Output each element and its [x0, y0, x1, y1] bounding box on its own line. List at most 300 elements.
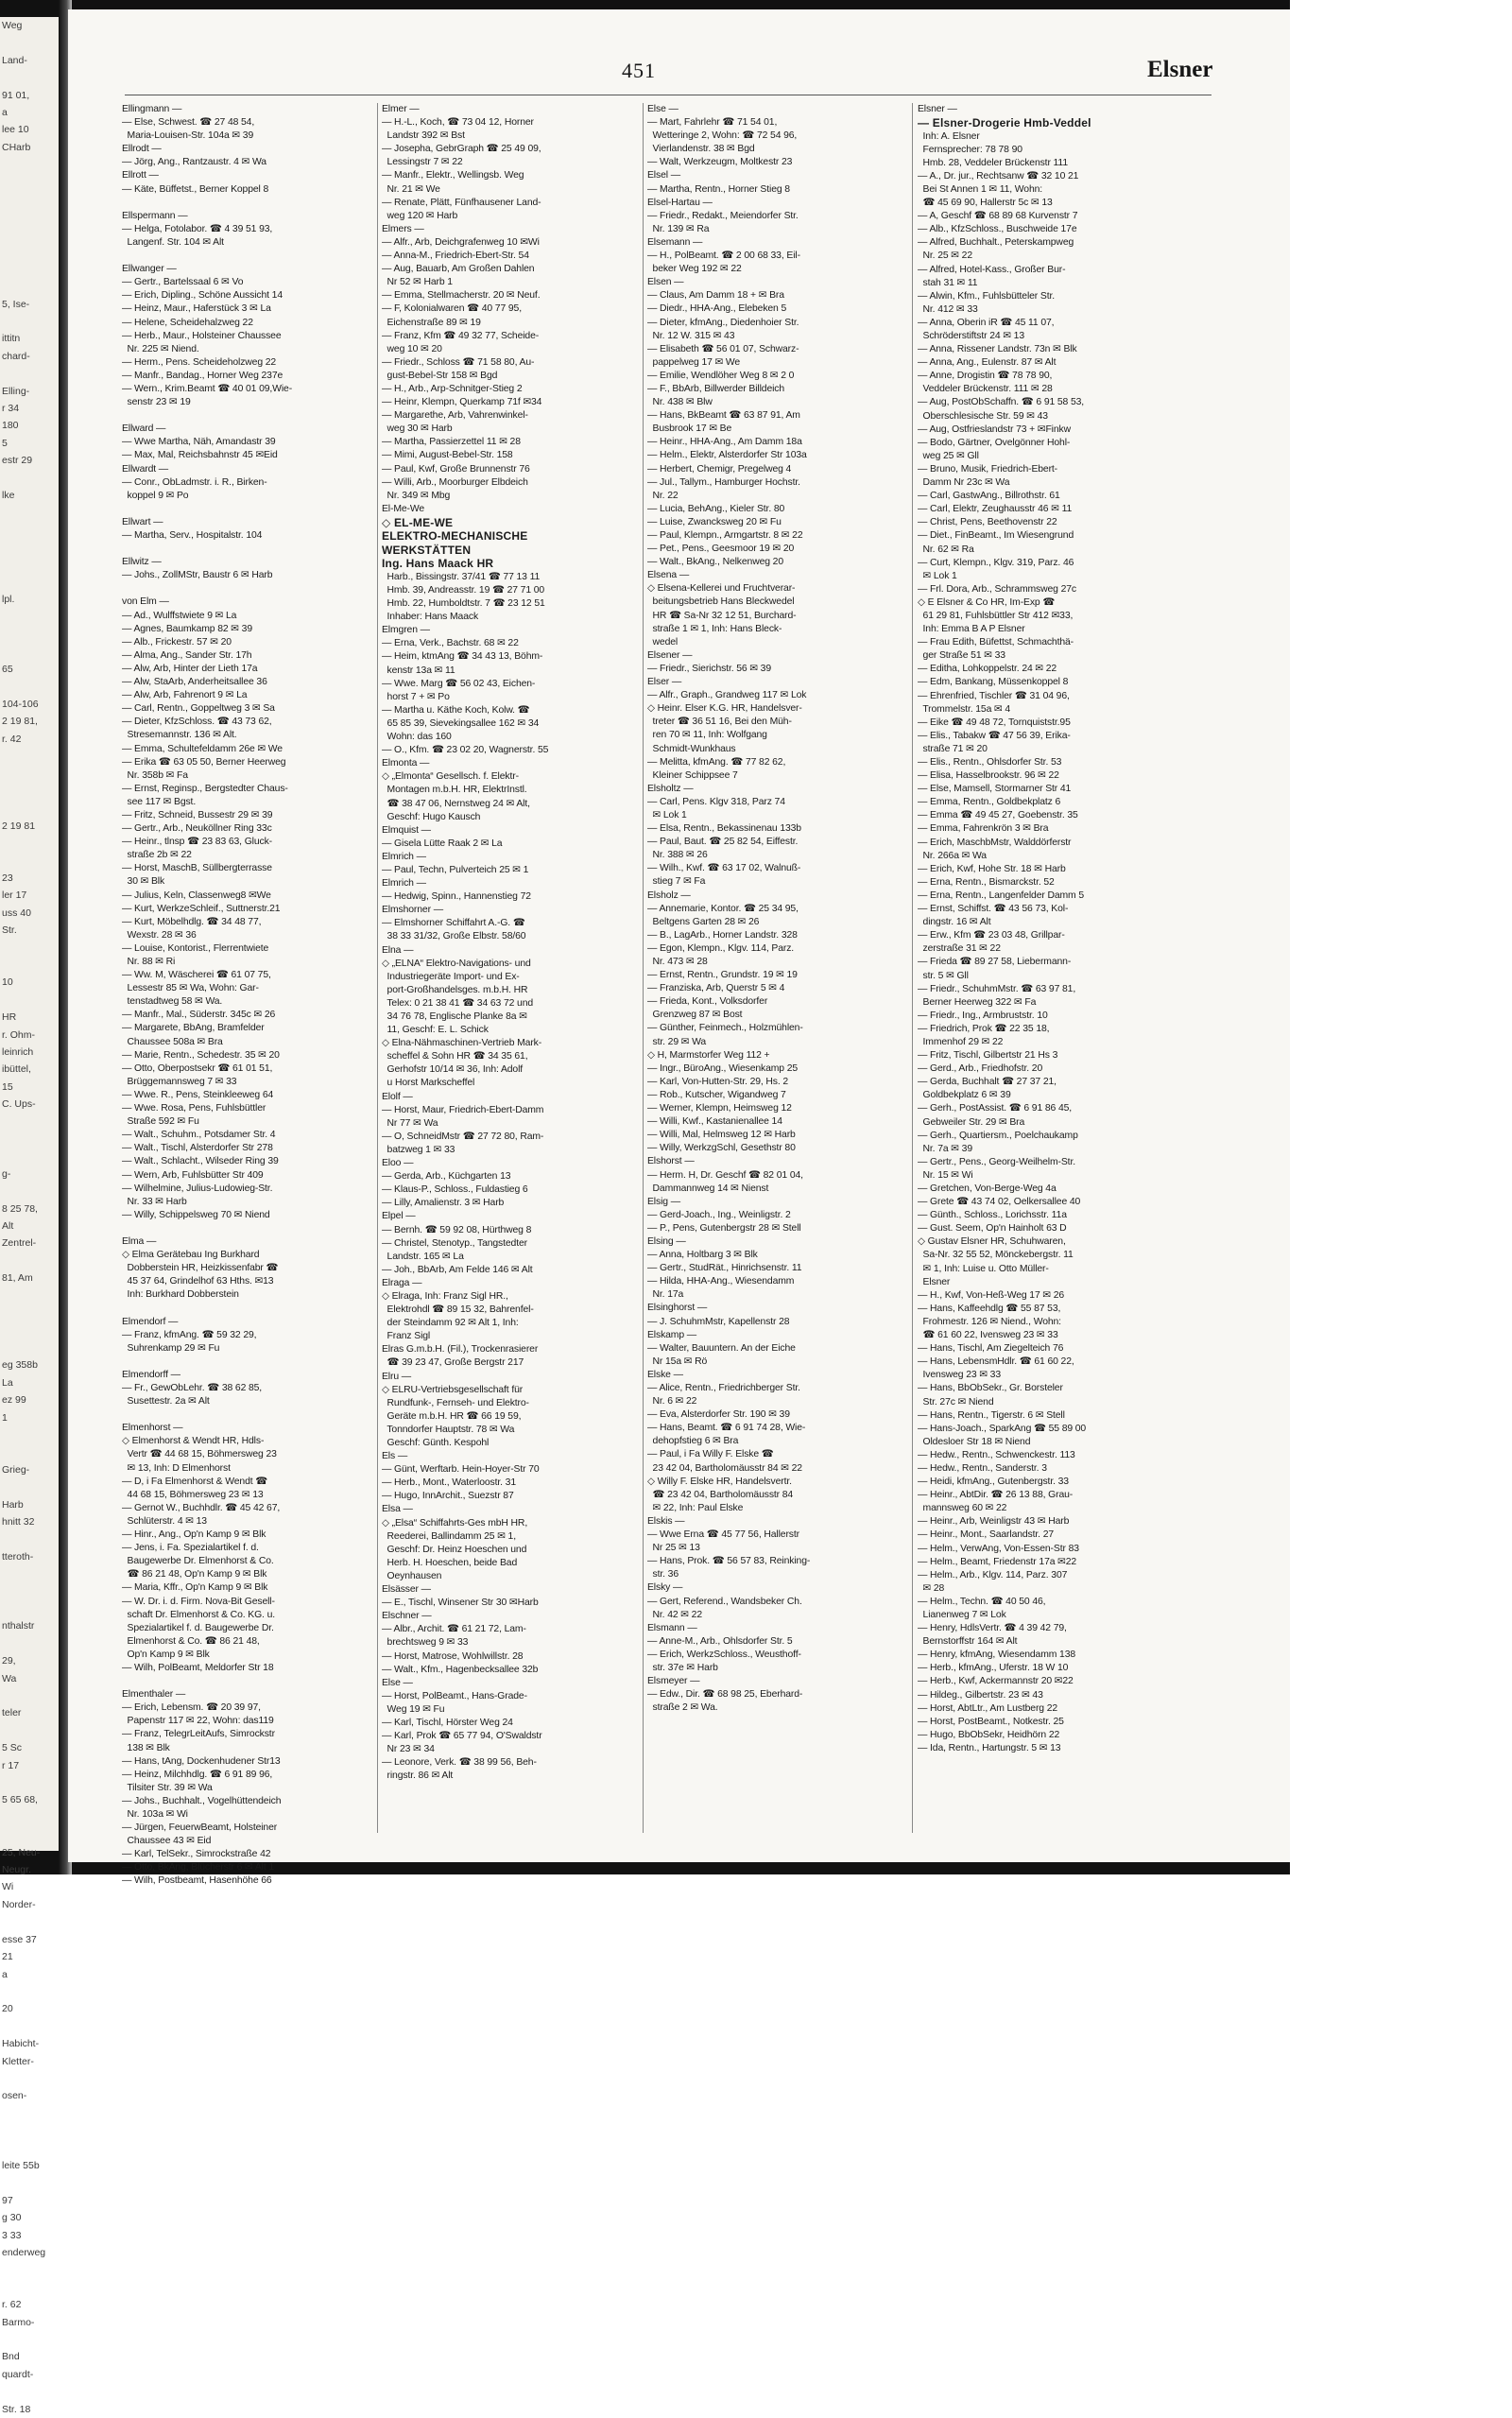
- directory-entry-line: Hmb. 22, Humboldtstr. 7 ☎ 23 12 51: [382, 598, 545, 610]
- directory-entry-line: Elmgren —: [382, 625, 430, 636]
- directory-entry-line: — Paul, Klempn., Armgartstr. 8 ✉ 22: [647, 530, 803, 541]
- directory-entry-line: — H., Kwf, Von-Heß-Weg 17 ✉ 26: [918, 1289, 1065, 1301]
- directory-entry-line: — Ida, Rentn., Hartungstr. 5 ✉ 13: [918, 1742, 1061, 1753]
- directory-entry-line: Harb., Bissingstr. 37/41 ☎ 77 13 11: [382, 571, 541, 582]
- directory-entry-line: Ing. Hans Maack HR: [382, 557, 494, 571]
- directory-entry-line: — Heinr, Klempn, Querkamp 71f ✉34: [382, 397, 542, 408]
- directory-entry-line: — Emma ☎ 49 45 27, Goebenstr. 35: [918, 810, 1078, 821]
- previous-page-text-fragment: Weg: [2, 20, 23, 31]
- directory-entry-line: — Otto, Oberpostsekr ☎ 61 01 51,: [122, 1062, 273, 1074]
- directory-entry-line: Nr 52 ✉ Harb 1: [382, 277, 453, 288]
- directory-entry-line: — Elisabeth ☎ 56 01 07, Schwarz-: [647, 343, 799, 354]
- directory-entry-line: der Steindamm 92 ✉ Alt 1, Inh:: [382, 1318, 519, 1329]
- directory-entry-line: — Bruno, Musik, Friedrich-Ebert-: [918, 463, 1058, 475]
- directory-entry-line: 23 42 04, Bartholomäusstr 84 ✉ 22: [647, 1462, 802, 1474]
- directory-entry-line: — Paul, Baut. ☎ 25 82 54, Eiffestr.: [647, 837, 799, 848]
- directory-entry-line: ☎ 23 42 04, Bartholomäusstr 84: [647, 1489, 794, 1500]
- directory-entry-line: Hmb. 28, Veddeler Brückenstr 111: [918, 157, 1068, 168]
- directory-entry-line: Elshorst —: [647, 1156, 695, 1167]
- previous-page-text-fragment: [0, 1287, 59, 1304]
- directory-entry-line: — Frau Edith, Büfettst, Schmachthä-: [918, 637, 1074, 648]
- directory-entry-line: Nr. 12 W. 315 ✉ 43: [647, 330, 735, 341]
- directory-entry-line: — Henry, HdlsVertr. ☎ 4 39 42 79,: [918, 1623, 1067, 1634]
- directory-entry-line: — Bodo, Gärtner, Ovelgönner Hohl-: [918, 437, 1071, 448]
- directory-entry-line: — E., Tischl, Winsener Str 30 ✉Harb: [382, 1598, 539, 1609]
- previous-page-text-fragment: [0, 1826, 59, 1843]
- directory-entry-line: Ellrodt —: [122, 144, 162, 155]
- directory-entry-line: — Paul, Kwf, Große Brunnenstr 76: [382, 463, 530, 475]
- previous-page-text-fragment: Zentrel-: [2, 1237, 37, 1250]
- previous-page-text-fragment: [0, 765, 59, 782]
- directory-entry-line: Stresemannstr. 136 ✉ Alt.: [122, 730, 237, 741]
- directory-entry-line: beker Weg 192 ✉ 22: [647, 264, 742, 275]
- directory-entry-line: — Erna, Rentn., Bismarckstr. 52: [918, 876, 1055, 888]
- directory-entry-line: Elskis —: [647, 1515, 685, 1527]
- directory-entry-line: — Henry, kfmAng, Wiesendamm 138: [918, 1649, 1076, 1661]
- previous-page-text-fragment: [0, 278, 59, 295]
- column-divider: [912, 103, 913, 1833]
- directory-entry-line: — Rob., Kutscher, Wigandweg 7: [647, 1089, 786, 1100]
- directory-entry-line: — Anne, Drogistin ☎ 78 78 90,: [918, 371, 1053, 382]
- directory-entry-line: Elsmeyer —: [647, 1676, 700, 1687]
- previous-page-text-fragment: [0, 365, 59, 382]
- directory-entry-line: — Gerd., Arb., Friedhofstr. 20: [918, 1063, 1043, 1075]
- directory-entry-line: 44 68 15, Böhmersweg 23 ✉ 13: [122, 1489, 264, 1500]
- previous-page-text-fragment: 104-106: [2, 698, 39, 710]
- previous-page-text-fragment: [0, 1304, 59, 1321]
- previous-page-text-fragment: lpl.: [2, 594, 15, 606]
- previous-page-text-fragment: [0, 34, 59, 51]
- previous-page-text-fragment: teler: [2, 1707, 22, 1719]
- directory-entry-line: — Jens, i. Fa. Spezialartikel f. d.: [122, 1543, 259, 1554]
- directory-entry-line: Berner Heerweg 322 ✉ Fa: [918, 996, 1037, 1008]
- directory-entry-line: scheffel & Sohn HR ☎ 34 35 61,: [382, 1051, 528, 1062]
- previous-page-text-fragment: Land-: [2, 54, 27, 66]
- directory-entry-line: — Willi, Kwf., Kastanienallee 14: [647, 1116, 782, 1128]
- directory-entry-line: see 117 ✉ Bgst.: [122, 796, 197, 807]
- directory-entry-line: ✉ 1, Inh: Luise u. Otto Müller-: [918, 1263, 1049, 1274]
- directory-entry-line: — Manfr., Mal., Süderstr. 345c ✉ 26: [122, 1010, 276, 1021]
- previous-page-text-fragment: 180: [2, 420, 19, 432]
- directory-entry-line: — Jürgen, FeuerwBeamt, Holsteiner: [122, 1822, 278, 1834]
- directory-entry-line: — Helga, Fotolabor. ☎ 4 39 51 93,: [122, 223, 273, 234]
- directory-entry-line: — Gerh., PostAssist. ☎ 6 91 86 45,: [918, 1103, 1073, 1114]
- directory-entry-line: — Hugo, InnArchit., Suezstr 87: [382, 1491, 514, 1502]
- directory-entry-line: Ellwardt —: [122, 463, 169, 475]
- previous-page-text-fragment: [0, 626, 59, 643]
- previous-page-text-fragment: 2 19 81: [2, 820, 36, 832]
- directory-entry-line: — Otto, BkAng, Blücherstr 6 ✉ Alt 1: [122, 1862, 275, 1874]
- directory-entry-line: Elsner: [918, 1276, 951, 1287]
- directory-entry-line: stah 31 ✉ 11: [918, 277, 978, 288]
- directory-entry-line: El-Me-We: [382, 503, 425, 514]
- directory-entry-line: — Wwe. Marg ☎ 56 02 43, Eichen-: [382, 678, 536, 689]
- directory-entry-line: — Martha, Passierzettel 11 ✉ 28: [382, 437, 521, 448]
- directory-entry-line: — Renate, Plätt, Fünfhausener Land-: [382, 197, 541, 208]
- directory-entry-line: — Wern, Arb, Fuhlsbütter Str 409: [122, 1169, 264, 1181]
- directory-entry-line: ✉ Lok 1: [918, 570, 957, 581]
- previous-page-text-fragment: r 34: [2, 402, 20, 414]
- directory-entry-line: — Hans, Rentn., Tigerstr. 6 ✉ Stell: [918, 1409, 1065, 1421]
- directory-entry-line: — Albr., Archit. ☎ 61 21 72, Lam-: [382, 1624, 526, 1635]
- directory-entry-line: Maria-Louisen-Str. 104a ✉ 39: [122, 130, 254, 142]
- previous-page-text-fragment: La: [2, 1376, 13, 1389]
- directory-entry-line: Wohn: das 160: [382, 732, 452, 743]
- directory-entry-line: — Hans, BkBeamt ☎ 63 87 91, Am: [647, 410, 800, 422]
- previous-page-text-fragment: [0, 243, 59, 260]
- directory-entry-line: Beltgens Garten 28 ✉ 26: [647, 916, 760, 927]
- directory-entry-line: — Josepha, GebrGraph ☎ 25 49 09,: [382, 144, 541, 155]
- directory-entry-line: Nr. 33 ✉ Harb: [122, 1196, 187, 1207]
- directory-entry-line: ☎ 45 69 90, Hallerstr 5c ✉ 13: [918, 198, 1053, 209]
- directory-entry-line: Elmer —: [382, 104, 420, 114]
- directory-entry-line: — Walt., Schuhm., Potsdamer Str. 4: [122, 1130, 276, 1141]
- directory-entry-line: — B., LagArb., Horner Landstr. 328: [647, 929, 798, 941]
- previous-page-text-fragment: [0, 2174, 59, 2191]
- directory-entry-line: — Erich, Kwf, Hohe Str. 18 ✉ Harb: [918, 863, 1066, 874]
- directory-entry-line: — Herbert, Chemigr, Pregelweg 4: [647, 463, 792, 475]
- directory-entry-line: Else —: [382, 1677, 413, 1688]
- directory-entry-line: Nr. 388 ✉ 26: [647, 850, 708, 861]
- previous-page-text-fragment: [0, 2018, 59, 2035]
- directory-entry-line: — Hinr., Ang., Op'n Kamp 9 ✉ Blk: [122, 1529, 266, 1541]
- directory-entry-line: weg 120 ✉ Harb: [382, 210, 458, 221]
- previous-page-text-fragment: [0, 574, 59, 591]
- directory-entry-line: Landstr. 165 ✉ La: [382, 1251, 464, 1262]
- directory-entry-line: Ellwart —: [122, 516, 163, 527]
- directory-entry-line: Nr. 7a ✉ 39: [918, 1143, 972, 1154]
- directory-entry-line: — Hans, Kaffeehdlg ☎ 55 87 53,: [918, 1303, 1061, 1314]
- directory-entry-line: [122, 1675, 379, 1688]
- previous-page-text-fragment: [0, 835, 59, 852]
- directory-entry-line: Nr. 473 ✉ 28: [647, 957, 708, 967]
- directory-entry-line: — Friedr., Sierichstr. 56 ✉ 39: [647, 663, 771, 674]
- directory-entry-line: — Louise, Kontorist., Flerrentwiete: [122, 942, 269, 954]
- directory-entry-line: Elsner —: [918, 104, 957, 114]
- directory-entry-line: — Horst, AbtLtr., Am Lustberg 22: [918, 1702, 1058, 1714]
- directory-entry-line: — Dieter, kfmAng., Diedenhoier Str.: [647, 317, 799, 328]
- directory-entry-line: [122, 582, 379, 596]
- directory-entry-line: Elsener —: [647, 649, 693, 661]
- directory-entry-line: Grenzweg 87 ✉ Bost: [647, 1010, 743, 1021]
- directory-entry-line: — Ehrenfried, Tischler ☎ 31 04 96,: [918, 690, 1070, 701]
- directory-entry-line: — Hans-Joach., SparkAng ☎ 55 89 00: [918, 1423, 1087, 1434]
- directory-entry-line: — Emma, Stellmacherstr. 20 ✉ Neuf.: [382, 290, 541, 302]
- previous-page-text-fragment: 1: [2, 1411, 8, 1424]
- directory-entry-line: straße 2b ✉ 22: [122, 850, 192, 861]
- directory-entry-line: — Lucia, BehAng., Kieler Str. 80: [647, 503, 785, 514]
- directory-entry-line: — Franz, TelegrLeitAufs, Simrockstr: [122, 1729, 275, 1740]
- directory-entry-line: — Gerd-Joach., Ing., Weinligstr. 2: [647, 1209, 791, 1220]
- directory-entry-line: Baugewerbe Dr. Elmenhorst & Co.: [122, 1556, 274, 1567]
- directory-entry-line: str. 29 ✉ Wa: [647, 1036, 707, 1047]
- directory-entry-line: — Kurt, WerkzeSchleif., Suttnerstr.21: [122, 903, 281, 914]
- directory-entry-line: Elras G.m.b.H. (Fil.), Trockenrasierer: [382, 1344, 539, 1356]
- directory-entry-line: Nr. 17a: [647, 1289, 684, 1301]
- previous-page-text-fragment: ittitn: [2, 333, 21, 345]
- directory-entry-line: [122, 1356, 379, 1369]
- directory-entry-line: — Helm., Beamt, Friedenstr 17a ✉22: [918, 1556, 1077, 1567]
- previous-page-text-fragment: estr 29: [2, 455, 33, 467]
- directory-entry-line: str. 36: [647, 1569, 679, 1580]
- previous-page-text-fragment: leite 55b: [2, 2159, 40, 2171]
- directory-entry-line: — Walt, Werkzeugm, Moltkestr 23: [647, 157, 793, 168]
- directory-entry-line: — Ernst, Rentn., Grundstr. 19 ✉ 19: [647, 970, 798, 981]
- directory-entry-line: — Alfred, Hotel-Kass., Großer Bur-: [918, 264, 1066, 275]
- directory-entry-line: Immenhof 29 ✉ 22: [918, 1036, 1004, 1047]
- directory-entry-line: — Erich, WerkzSchloss., Weusthoff-: [647, 1649, 801, 1660]
- directory-entry-line: — Alw, StaArb, Anderheitsallee 36: [122, 677, 267, 688]
- directory-entry-line: Schmidt-Wunkhaus: [647, 743, 736, 754]
- directory-page: [68, 9, 1290, 1887]
- previous-page-text-fragment: leinrich: [2, 1045, 34, 1058]
- directory-entry-line: — Margarethe, Arb, Vahrenwinkel-: [382, 410, 528, 422]
- directory-entry-line: Nr. 6 ✉ 22: [647, 1396, 697, 1408]
- previous-page-text-fragment: r 17: [2, 1759, 20, 1771]
- directory-entry-line: — Herb., Mont., Waterloostr. 31: [382, 1477, 516, 1489]
- directory-entry-line: u Horst Markscheffel: [382, 1078, 475, 1089]
- directory-entry-line: Kleiner Schippsee 7: [647, 769, 738, 781]
- directory-entry-line: Ellwitz —: [122, 557, 162, 568]
- directory-entry-line: koppel 9 ✉ Po: [122, 490, 189, 501]
- directory-entry-line: ◇ „ELNA“ Elektro-Navigations- und: [382, 958, 531, 969]
- previous-page-text-fragment: [0, 2122, 59, 2139]
- directory-entry-line: — Friedr., Ing., Armbruststr. 10: [918, 1010, 1048, 1021]
- directory-entry-line: — Hedw., Rentn., Schwenckestr. 113: [918, 1449, 1075, 1460]
- previous-page-text-fragment: [0, 678, 59, 695]
- directory-entry-line: — Marie, Rentn., Schedestr. 35 ✉ 20: [122, 1049, 280, 1061]
- previous-page-text-fragment: ibüttel,: [2, 1063, 31, 1076]
- directory-entry-line: Lianenweg 7 ✉ Lok: [918, 1610, 1006, 1620]
- directory-entry-line: Elma —: [122, 1235, 157, 1247]
- directory-entry-line: ◇ „Elsa“ Schiffahrts-Ges mbH HR,: [382, 1517, 528, 1529]
- directory-entry-line: — Anne-M., Arb., Ohlsdorfer Str. 5: [647, 1635, 793, 1647]
- directory-entry-line: — Elis., Tabakw ☎ 47 56 39, Erika-: [918, 730, 1071, 741]
- directory-entry-line: — Elmshorner Schiffahrt A.-G. ☎: [382, 918, 525, 929]
- previous-page-text-fragment: [0, 1530, 59, 1547]
- directory-entry-line: — A, Geschf ☎ 68 89 68 Kurvenstr 7: [918, 211, 1078, 222]
- directory-entry-line: Geschf: Dr. Heinz Hoeschen und: [382, 1544, 527, 1555]
- previous-page-text-fragment: enderweg: [2, 2247, 46, 2258]
- directory-entry-line: — O., Kfm. ☎ 23 02 20, Wagnerstr. 55: [382, 745, 549, 756]
- directory-entry-line: Oeynhausen: [382, 1570, 442, 1581]
- directory-entry-line: — Martha u. Käthe Koch, Kolw. ☎: [382, 704, 530, 716]
- directory-entry-line: — Helm., VerwAng, Von-Essen-Str 83: [918, 1543, 1079, 1554]
- directory-entry-line: — Helene, Scheidehalzweg 22: [122, 317, 253, 328]
- directory-entry-line: Lessingstr 7 ✉ 22: [382, 157, 463, 168]
- previous-page-text-fragment: [0, 261, 59, 278]
- directory-entry-line: — Franz, kfmAng. ☎ 59 32 29,: [122, 1329, 257, 1340]
- directory-entry-line: — Ww. M, Wäscherei ☎ 61 07 75,: [122, 970, 271, 981]
- directory-entry-line: — Günt, Werftarb. Hein-Hoyer-Str 70: [382, 1464, 540, 1476]
- directory-entry-line: — Gertr., StudRät., Hinrichsenstr. 11: [647, 1263, 802, 1274]
- directory-entry-line: — Egon, Klempn., Klgv. 114, Parz.: [647, 942, 795, 954]
- previous-page-text-fragment: 21: [2, 1951, 13, 1963]
- directory-entry-line: — Pet., Pens., Geesmoor 19 ✉ 20: [647, 544, 795, 555]
- directory-entry-line: — Diedr., HHA-Ang., Elebeken 5: [647, 303, 787, 315]
- directory-entry-line: [122, 409, 379, 423]
- directory-entry-line: — Karl, TelSekr., Simrockstraße 42: [122, 1849, 271, 1860]
- directory-entry-line: — Gertr., Arb., Neuköllner Ring 33c: [122, 823, 272, 835]
- directory-entry-line: — Hilda, HHA-Ang., Wiesendamm: [647, 1276, 795, 1287]
- previous-page-text-fragment: [0, 1565, 59, 1582]
- directory-entry-line: Elskamp —: [647, 1329, 697, 1340]
- directory-entry-line: Inhaber: Hans Maack: [382, 612, 479, 623]
- directory-entry-line: senstr 23 ✉ 19: [122, 397, 191, 408]
- directory-entry-line: — Helm., Techn. ☎ 40 50 46,: [918, 1596, 1046, 1607]
- previous-page-text-fragment: [0, 1252, 59, 1269]
- directory-entry-line: — Gertr., Bartelssaal 6 ✉ Vo: [122, 277, 244, 288]
- directory-entry-line: Chaussee 508a ✉ Bra: [122, 1036, 223, 1047]
- directory-entry-line: — Gernot W., Buchhdlr. ☎ 45 42 67,: [122, 1502, 281, 1513]
- directory-entry-line: weg 10 ✉ 20: [382, 343, 442, 354]
- directory-entry-line: — Karl, Prok ☎ 65 77 94, O'Swaldstr: [382, 1731, 542, 1742]
- previous-page-text-fragment: [0, 1809, 59, 1826]
- directory-entry-line: — Margarete, BbAng, Bramfelder: [122, 1023, 265, 1034]
- directory-entry-line: Tonndorfer Hauptstr. 78 ✉ Wa: [382, 1424, 515, 1435]
- previous-page-text-fragment: C. Ups-: [2, 1098, 36, 1111]
- directory-entry-line: — Willy, WerkzgSchl, Gesethstr 80: [647, 1143, 796, 1154]
- directory-entry-line: — Hans, Prok. ☎ 56 57 83, Reinking-: [647, 1556, 811, 1567]
- directory-entry-line: — Emilie, Wendlöher Weg 8 ✉ 2 0: [647, 370, 795, 381]
- previous-page-text-fragment: lke: [2, 489, 15, 501]
- directory-entry-line: — Paul, Techn, Pulverteich 25 ✉ 1: [382, 864, 529, 875]
- previous-page-text-fragment: [0, 1635, 59, 1652]
- directory-entry-line: — Elis., Rentn., Ohlsdorfer Str. 53: [918, 757, 1062, 768]
- directory-entry-line: kenstr 13a ✉ 11: [382, 665, 455, 676]
- directory-entry-line: str. 5 ✉ Gll: [918, 970, 969, 981]
- directory-entry-line: 45 37 64, Grindelhof 63 Hths. ✉13: [122, 1276, 274, 1287]
- directory-entry-line: Vierlandenstr. 38 ✉ Bgd: [647, 144, 755, 155]
- previous-page-text-fragment: [0, 609, 59, 626]
- previous-page-text-fragment: [0, 226, 59, 243]
- directory-entry-line: Lessestr 85 ✉ Wa, Wohn: Gar-: [122, 983, 259, 994]
- directory-entry-line: — Anna-M., Friedrich-Ebert-Str. 54: [382, 250, 529, 262]
- directory-entry-line: — Heim, ktmAng ☎ 34 43 13, Böhm-: [382, 651, 543, 663]
- directory-entry-line: — Karl, Tischl, Hörster Weg 24: [382, 1717, 513, 1728]
- directory-entry-line: — Wwe Martha, Näh, Amandastr 39: [122, 437, 276, 448]
- directory-entry-line: — Heinz, Milchhdlg. ☎ 6 91 89 96,: [122, 1769, 273, 1780]
- directory-entry-line: Elsig —: [647, 1196, 680, 1207]
- directory-entry-line: — Melitta, kfmAng. ☎ 77 82 62,: [647, 756, 786, 768]
- directory-entry-line: — Ingr., BüroAng., Wiesenkamp 25: [647, 1062, 799, 1074]
- directory-entry-line: — F, Kolonialwaren ☎ 40 77 95,: [382, 303, 522, 315]
- directory-entry-line: — Paul, i Fa Willy F. Elske ☎: [647, 1449, 774, 1460]
- directory-entry-line: — Klaus-P., Schloss., Fuldastieg 6: [382, 1184, 528, 1196]
- directory-entry-line: Elektrohdl ☎ 89 15 32, Bahrenfel-: [382, 1304, 534, 1316]
- directory-entry-line: — Manfr., Elektr., Wellingsb. Weg: [382, 170, 524, 181]
- previous-page-text-fragment: [0, 174, 59, 191]
- directory-entry-line: — Ernst, Schiffst. ☎ 43 56 73, Kol-: [918, 904, 1069, 915]
- directory-entry-line: — Willi, Arb., Moorburger Elbdeich: [382, 476, 528, 488]
- directory-entry-line: — Hans, Tischl, Am Ziegelteich 76: [918, 1343, 1064, 1355]
- previous-page-text-fragment: [0, 470, 59, 487]
- directory-entry-line: — Mimi, August-Bebel-Str. 158: [382, 450, 513, 461]
- previous-page-text-fragment: Kletter-: [2, 2055, 34, 2067]
- directory-entry-line: tenstadtweg 58 ✉ Wa.: [122, 996, 223, 1008]
- directory-entry-line: Eichenstraße 89 ✉ 19: [382, 317, 481, 328]
- previous-page-text-fragment: [0, 557, 59, 574]
- directory-entry-line: Geschf: Günth. Kespohl: [382, 1438, 490, 1448]
- directory-entry-line: Nr. 103a ✉ Wi: [122, 1809, 188, 1820]
- directory-entry-line: Elru —: [382, 1371, 412, 1382]
- directory-entry-line: — Aug, Ostfrieslandstr 73 + ✉Finkw: [918, 423, 1071, 435]
- directory-entry-line: — Emma, Schultefeldamm 26e ✉ We: [122, 743, 283, 754]
- directory-entry-line: — Anna, Oberin iR ☎ 45 11 07,: [918, 317, 1055, 328]
- directory-entry-line: — Alfr., Graph., Grandweg 117 ✉ Lok: [647, 690, 807, 701]
- previous-page-text-fragment: Neugr.: [2, 1864, 31, 1876]
- directory-entry-line: — Werner, Klempn, Heimsweg 12: [647, 1103, 792, 1114]
- directory-entry-line: — Frieda, Kont., Volksdorfer: [647, 996, 768, 1008]
- directory-entry-line: Fernsprecher: 78 78 90: [918, 144, 1022, 155]
- previous-page-text-fragment: [0, 1114, 59, 1131]
- directory-entry-line: straße 2 ✉ Wa.: [647, 1702, 718, 1714]
- directory-entry-line: WERKSTÄTTEN: [382, 543, 472, 557]
- directory-entry-line: — Emma, Rentn., Goldbekplatz 6: [918, 797, 1061, 808]
- directory-entry-line: — Anna, Holtbarg 3 ✉ Blk: [647, 1250, 758, 1261]
- previous-page-text-fragment: 25, Neu-: [2, 1846, 41, 1858]
- directory-entry-line: — Erna, Rentn., Langenfelder Damm 5: [918, 889, 1084, 901]
- directory-entry-line: Elolf —: [382, 1091, 413, 1102]
- directory-entry-line: Reederei, Ballindamm 25 ✉ 1,: [382, 1530, 516, 1542]
- directory-entry-line: Nr 23 ✉ 34: [382, 1744, 435, 1755]
- directory-entry-line: dehopfstieg 6 ✉ Bra: [647, 1436, 739, 1447]
- directory-entry-line: — Julius, Keln, Classenweg8 ✉We: [122, 889, 271, 901]
- directory-entry-line: — J. SchuhmMstr, Kapellenstr 28: [647, 1316, 790, 1327]
- directory-entry-line: — Franz, Kfm ☎ 49 32 77, Scheide-: [382, 330, 540, 341]
- directory-entry-line: stieg 7 ✉ Fa: [647, 876, 706, 888]
- directory-entry-line: — Alb., Frickestr. 57 ✉ 20: [122, 636, 232, 648]
- previous-page-text-fragment: 2 19 81,: [2, 716, 38, 728]
- directory-entry-line: — Carl, Elektr, Zeughausstr 46 ✉ 11: [918, 504, 1073, 515]
- directory-entry-line: — Else, Schwest. ☎ 27 48 54,: [122, 117, 255, 129]
- previous-page-text-fragment: Harb: [2, 1498, 24, 1511]
- directory-entry-line: — Frieda ☎ 89 27 58, Liebermann-: [918, 957, 1072, 968]
- directory-entry-line: Frohmestr. 126 ✉ Niend., Wohn:: [918, 1316, 1061, 1327]
- directory-entry-line: — Curt, Klempn., Klgv. 319, Parz. 46: [918, 557, 1074, 568]
- directory-entry-line: [122, 1302, 379, 1315]
- column-divider: [643, 103, 644, 1833]
- previous-page-text-fragment: [0, 1583, 59, 1600]
- directory-entry-line: Elser —: [647, 677, 682, 688]
- previous-page-text-fragment: r. 62: [2, 2299, 22, 2311]
- directory-entry-line: ☎ 39 23 47, Große Bergstr 217: [382, 1357, 524, 1369]
- directory-entry-line: — Alice, Rentn., Friedrichberger Str.: [647, 1383, 800, 1393]
- directory-entry-line: — Hugo, BbObSekr, Heidhörn 22: [918, 1729, 1060, 1740]
- directory-entry-line: — Edw., Dir. ☎ 68 98 25, Eberhard-: [647, 1689, 803, 1701]
- previous-page-text-fragment: [0, 1339, 59, 1356]
- directory-entry-line: Ellward —: [122, 423, 166, 435]
- directory-entry-line: ◇ E Elsner & Co HR, Im-Exp ☎: [918, 596, 1056, 608]
- previous-page-text-fragment: ler 17: [2, 889, 27, 902]
- directory-entry-line: — Herb., Maur., Holsteiner Chaussee: [122, 330, 282, 341]
- directory-entry-line: — Friedrich, Prok ☎ 22 35 18,: [918, 1023, 1050, 1034]
- directory-entry-line: Schlüterstr. 4 ✉ 13: [122, 1515, 207, 1527]
- directory-entry-line: — Herb., Kwf, Ackermannstr 20 ✉22: [918, 1676, 1074, 1687]
- directory-entry-line: — Friedr., Redakt., Meiendorfer Str.: [647, 210, 799, 221]
- directory-entry-line: — Conr., ObLadmstr. i. R., Birken-: [122, 476, 267, 488]
- directory-entry-line: Nr. 42 ✉ 22: [647, 1609, 702, 1620]
- directory-entry-line: Geräte m.b.H. HR ☎ 66 19 59,: [382, 1410, 522, 1422]
- previous-page-text-fragment: [0, 1983, 59, 2000]
- directory-entry-line: pappelweg 17 ✉ We: [647, 356, 741, 368]
- previous-page-text-fragment: [0, 1148, 59, 1165]
- directory-entry-line: Nr. 438 ✉ Blw: [647, 397, 713, 408]
- directory-entry-line: Nr. 88 ✉ Ri: [122, 957, 176, 967]
- directory-entry-line: Inh: A. Elsner: [918, 130, 980, 142]
- previous-page-text-fragment: [0, 783, 59, 800]
- directory-entry-line: — Friedr., Schloss ☎ 71 58 80, Au-: [382, 356, 535, 368]
